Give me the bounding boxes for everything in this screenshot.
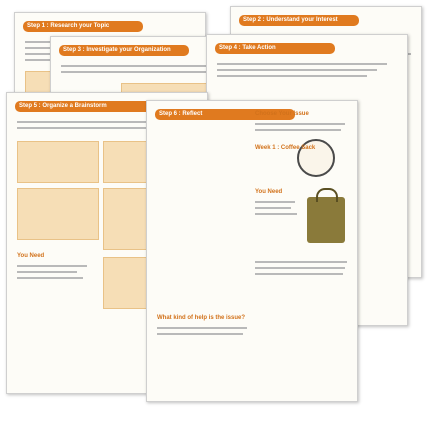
text-line [255,267,345,269]
text-line [217,69,377,71]
page-title: Step 3 : Investigate your Organization [63,47,171,53]
page-title: Step 1 : Research your Topic [27,23,110,29]
section-heading: Choose Your Issue [255,111,309,117]
text-line [255,261,347,263]
page-title: Step 6 : Reflect [159,111,203,117]
info-box [17,141,99,183]
page-title: Step 4 : Take Action [219,45,276,51]
text-line [255,129,341,131]
section-heading: Week 1 : Coffee Sack [255,145,316,151]
page-header [215,43,335,54]
page-header [59,45,189,56]
page-title: Step 2 : Understand your Interest [243,17,338,23]
section-heading: You Need [17,253,45,259]
text-line [255,201,295,203]
text-line [255,213,297,215]
text-line [17,277,83,279]
section-heading: What kind of help is the issue? [157,315,246,321]
text-line [217,75,367,77]
section-heading: You Need [255,189,283,195]
info-box [17,188,99,240]
text-line [157,327,247,329]
text-line [61,71,211,73]
page-header [239,15,359,26]
coffee-sack-image [307,197,345,243]
text-line [255,207,291,209]
text-line [255,123,345,125]
page-header [23,21,143,32]
worksheet-page-6 [146,100,358,402]
page-title: Step 5 : Organize a Brainstorm [19,103,107,109]
text-line [17,271,77,273]
text-line [255,273,343,275]
text-line [157,333,243,335]
text-line [217,63,387,65]
page-header [15,101,155,112]
text-line [17,265,87,267]
